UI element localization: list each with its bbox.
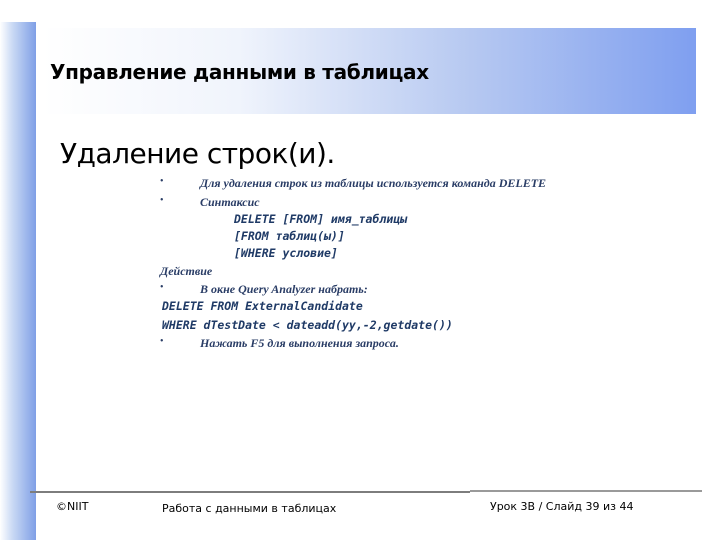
code-line: DELETE FROM ExternalCandidate xyxy=(162,299,363,313)
footer-slide-number: Урок 3B / Слайд 39 из 44 xyxy=(490,500,634,513)
bullet-icon: • xyxy=(160,282,164,293)
syntax-line: [FROM таблиц(ы)] xyxy=(234,229,345,243)
left-decor-bar xyxy=(0,22,36,540)
bullet-icon: • xyxy=(160,336,164,347)
syntax-line: [WHERE условие] xyxy=(234,246,338,260)
footer-divider xyxy=(30,491,470,493)
slide-subtitle: Удаление строк(и). xyxy=(60,137,335,170)
syntax-line: DELETE [FROM] имя_таблицы xyxy=(234,212,408,226)
footer-divider xyxy=(470,490,702,492)
action-label: Действие xyxy=(160,264,213,278)
bullet-text: Синтаксис xyxy=(200,195,260,209)
bullet-icon: • xyxy=(160,195,164,206)
footer-course-title: Работа с данными в таблицах xyxy=(162,502,337,515)
bullet-text: Для удаления строк из таблицы используется команда DELETE xyxy=(200,176,547,190)
footer-copyright: ©NIIT xyxy=(56,500,89,513)
bullet-text: Нажать F5 для выполнения запроса. xyxy=(200,336,399,350)
bullet-text: В окне Query Analyzer набрать: xyxy=(200,282,368,296)
bullet-icon: • xyxy=(160,176,164,187)
slide-title: Управление данными в таблицах xyxy=(50,60,429,84)
code-line: WHERE dTestDate < dateadd(yy,-2,getdate()) xyxy=(162,318,453,332)
